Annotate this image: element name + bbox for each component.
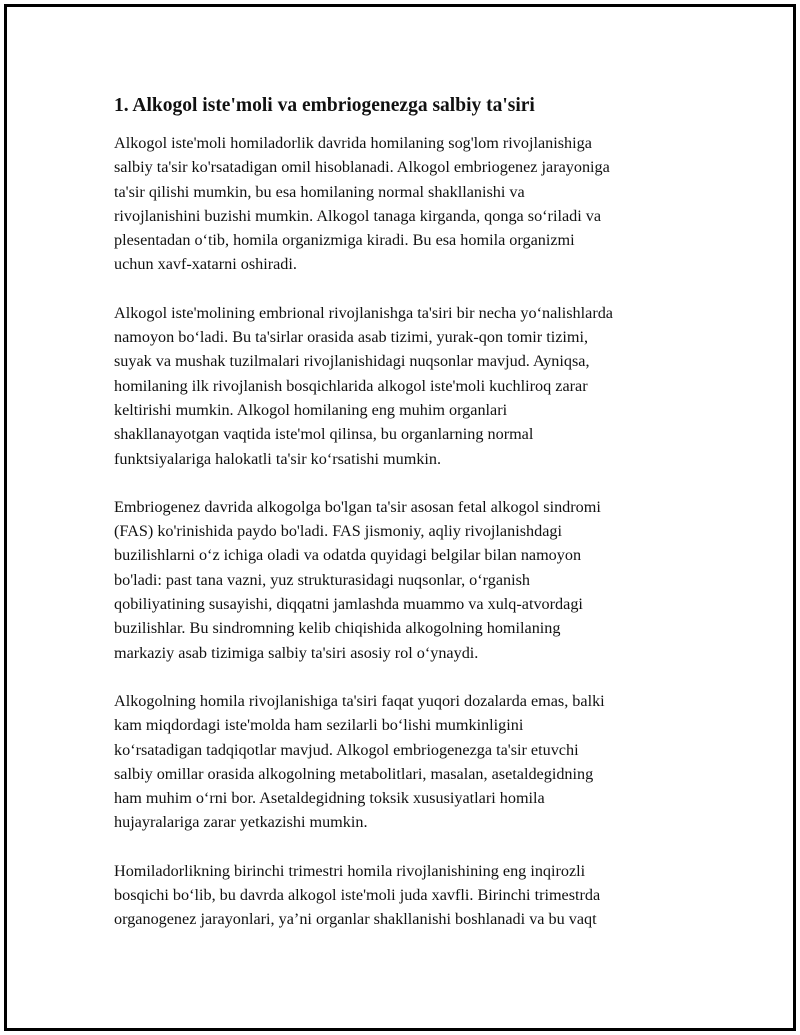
paragraph-line: Alkogolning homila rivojlanishiga ta'siri faqat yuqori dozalarda emas, balki [114,691,605,710]
paragraph-line: buzilishlarni o‘z ichiga oladi va odatda quyidagi belgilar bilan namoyon [114,546,582,565]
paragraph-line: namoyon bo‘ladi. Bu ta'sirlar orasida asab tizimi, yurak-qon tomir tizimi, [114,328,589,347]
paragraph-line: salbiy omillar orasida alkogolning metabolitlari, masalan, asetaldegidning [114,764,594,783]
section-heading: 1. Alkogol iste'moli va embriogenezga salbiy ta'siri [114,95,535,116]
paragraph-5 [114,859,689,932]
paragraph-line: ta'sir qilishi mumkin, bu esa homilaning normal shakllanishi va [114,182,525,201]
paragraph-line: (FAS) ko'rinishida paydo bo'ladi. FAS jismoniy, aqliy rivojlanishdagi [114,522,562,541]
paragraph-4 [114,689,689,835]
paragraphs-container [114,131,689,932]
paragraph-line: rivojlanishini buzishi mumkin. Alkogol tanaga kirganda, qonga so‘riladi va [114,206,602,225]
paragraph-line: ko‘rsatadigan tadqiqotlar mavjud. Alkogol embriogenezga ta'sir etuvchi [114,740,579,759]
paragraph-line: Embriogenez davrida alkogolga bo'lgan ta'sir asosan fetal alkogol sindromi [114,497,601,516]
paragraph-line: suyak va mushak tuzilmalari rivojlanishidagi nuqsonlar mavjud. Ayniqsa, [114,352,590,371]
paragraph-line: homilaning ilk rivojlanish bosqichlarida alkogol iste'moli kuchliroq zarar [114,376,588,395]
paragraph-line: salbiy ta'sir ko'rsatadigan omil hisoblanadi. Alkogol embriogenez jarayoniga [114,158,610,177]
paragraph-line: hujayralariga zarar yetkazishi mumkin. [114,813,368,832]
paragraph-line: ham muhim o‘rni bor. Asetaldegidning toksik xususiyatlari homila [114,789,545,808]
paragraph-line: kam miqdordagi iste'molda ham sezilarli bo‘lishi mumkinligini [114,716,524,735]
paragraph-line: organogenez jarayonlari, ya’ni organlar shakllanishi boshlanadi va bu vaqt [114,910,597,929]
document-body [114,92,689,956]
paragraph-line: keltirishi mumkin. Alkogol homilaning eng muhim organlari [114,400,508,419]
paragraph-line: Alkogol iste'moli homiladorlik davrida homilaning sog'lom rivojlanishiga [114,134,592,152]
paragraph-line: plesentadan o‘tib, homila organizmiga kiradi. Bu esa homila organizmi [114,231,575,250]
paragraph-line: qobiliyatining susayishi, diqqatni jamlashda muammo va xulq-atvordagi [114,595,583,614]
paragraph-2 [114,301,689,471]
paragraph-line: shakllanayotgan vaqtida iste'mol qilinsa, bu organlarning normal [114,425,534,444]
paragraph-line: Alkogol iste'molining embrional rivojlanishga ta'siri bir necha yo‘nalishlarda [114,303,613,322]
paragraph-line: uchun xavf-xatarni oshiradi. [114,255,297,274]
paragraph-line: Homiladorlikning birinchi trimestri homila rivojlanishining eng inqirozli [114,861,586,880]
paragraph-line: bo'ladi: past tana vazni, yuz strukturasidagi nuqsonlar, o‘rganish [114,570,531,589]
paragraph-1 [114,131,689,277]
paragraph-line: bosqichi bo‘lib, bu davrda alkogol iste'moli juda xavfli. Birinchi trimestrda [114,886,601,905]
paragraph-line: buzilishlar. Bu sindromning kelib chiqishida alkogolning homilaning [114,619,561,638]
paragraph-3 [114,495,689,665]
paragraph-line: markaziy asab tizimiga salbiy ta'siri asosiy rol o‘ynaydi. [114,643,479,662]
paragraph-line: funktsiyalariga halokatli ta'sir ko‘rsatishi mumkin. [114,449,442,468]
